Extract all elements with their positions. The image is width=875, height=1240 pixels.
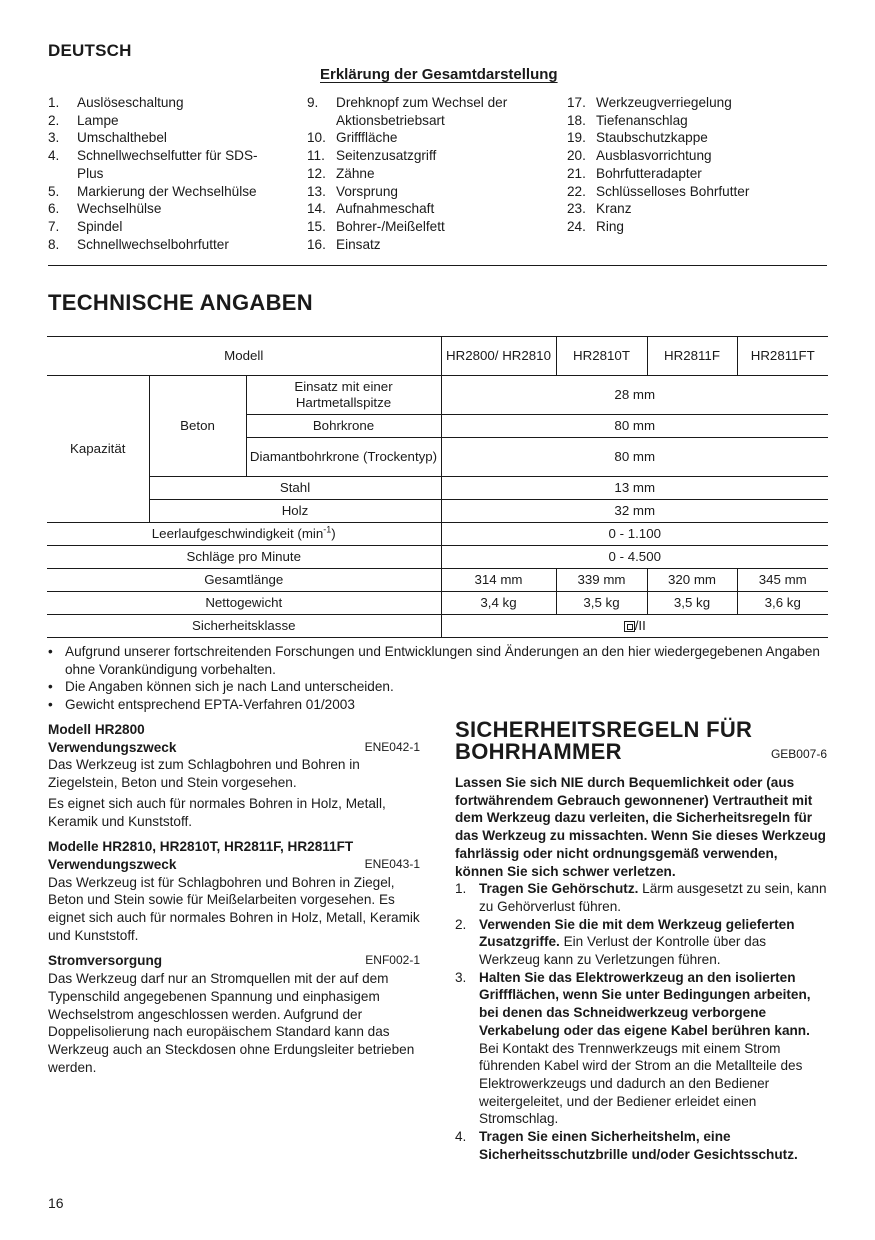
specs-title: TECHNISCHE ANGABEN (48, 290, 313, 315)
table-row (47, 546, 828, 569)
page-number: 16 (48, 1195, 64, 1211)
safety-title-line1: SICHERHEITSREGELN FÜR (455, 717, 753, 742)
table-row (47, 376, 828, 415)
legend-divider (48, 265, 827, 266)
spec-table (47, 336, 828, 638)
safety-rule: 2. Verwenden Sie die mit dem Werkzeug gelieferten Zusatzgriffe. Ein Verlust der Kontrolle über das Werkzeug kann zu Verletzungen führen. (455, 916, 795, 968)
safety-title-line2: BOHRHAMMER (455, 739, 622, 764)
steel-value: 13 mm (441, 477, 828, 500)
legend-title: Erklärung der Gesamtdarstellung (320, 66, 558, 83)
intended-use-text: Es eignet sich auch für normales Bohren in Holz, Metall, Keramik und Kunststoff. (48, 795, 386, 829)
intended-use-heading: Verwendungszweck ENE043-1 (48, 856, 420, 872)
legend-item: 21. Bohrfutteradapter (567, 165, 702, 181)
length-value: 314 mm (441, 569, 556, 592)
model-header: Modell (47, 337, 441, 376)
safety-class-label: Sicherheitsklasse (47, 615, 441, 638)
legend-item: 12. Zähne (307, 165, 375, 181)
safety-title-row (455, 741, 827, 763)
safety-intro: Lassen Sie sich NIE durch Bequemlichkeit oder (aus fortwährendem Gebrauch gewonnener) Vertrautheit mit dem Werkzeug dazu verleiten, die Sicherheitsregeln für das Werkzeug zu missachten. Wenn Sie dieses Werkzeug fahrlässig oder nicht ordnungsgemäß verwenden, können Sie sich schwer verletzen. (455, 775, 826, 879)
legend-column-3 (567, 94, 817, 236)
intended-use-text: Das Werkzeug ist zum Schlagbohren und Bohren in Ziegelstein, Beton und Stein vorgesehen. (48, 757, 360, 791)
legend-item: 5. Markierung der Wechselhülse (48, 183, 257, 199)
weight-value: 3,4 kg (441, 592, 556, 615)
weight-label: Nettogewicht (47, 592, 441, 615)
diamond-value: 80 mm (441, 438, 828, 477)
legend-item: 2. Lampe (48, 112, 119, 128)
legend-item: 6. Wechselhülse (48, 201, 162, 217)
language-heading: DEUTSCH (48, 41, 132, 60)
legend-item: 10. Grifffläche (307, 130, 398, 146)
legend-item: 24. Ring (567, 218, 624, 234)
legend-item: 11. Seitenzusatzgriff (307, 148, 437, 164)
legend-item: 9. Drehknopf zum Wechsel der Aktionsbetriebsart (307, 95, 508, 128)
table-row (47, 569, 828, 592)
safety-class-value: /II (441, 615, 828, 638)
legend-item: 8. Schnellwechselbohrfutter (48, 236, 229, 252)
double-insulation-icon (624, 621, 635, 632)
legend-item: 4. Schnellwechselfutter für SDS-Plus (48, 148, 258, 181)
model-hr2800-heading: Modell HR2800 (48, 722, 145, 737)
spec-notes (48, 643, 828, 714)
diamond-label: Diamantbohrkrone (Trockentyp) (246, 438, 441, 477)
table-row (47, 337, 828, 376)
table-row (47, 523, 828, 546)
wood-value: 32 mm (441, 500, 828, 523)
table-row (47, 592, 828, 615)
legend-item: 17. Werkzeugverriegelung (567, 95, 732, 110)
speed-label: Leerlaufgeschwindigkeit $(\min^{-1})$ (47, 523, 441, 546)
blows-value: 0 - 4.500 (441, 546, 828, 569)
legend-item: 15. Bohrer-/Meißelfett (307, 218, 445, 234)
legend-column-1 (48, 94, 283, 253)
legend-item: 23. Kranz (567, 201, 632, 217)
models-heading: Modelle HR2810, HR2810T, HR2811F, HR2811FT (48, 839, 354, 855)
steel-label: Stahl (149, 477, 441, 500)
safety-rule: 3. Halten Sie das Elektrowerkzeug an den isolierten Griffflächen, wenn Sie unter Bedingungen arbeiten, bei denen das Schneidwerkzeug verborgene Verkabelung oder das eigene Kabel berühren kann. Bei Kontakt des Trennwerkzeugs mit einem Strom führenden Kabel wird der Strom an die Metallteile des Elektrowerkzeugs und dadurch an den Bediener weitergeleitet, und der Bediener erleidet einen Stromschlag. (455, 969, 811, 1127)
length-value: 339 mm (556, 569, 647, 592)
legend-item: 19. Staubschutzkappe (567, 130, 708, 146)
legend-item: 18. Tiefenanschlag (567, 112, 688, 128)
legend-item: 16. Einsatz (307, 236, 381, 252)
table-row (47, 477, 828, 500)
core-bit-label: Bohrkrone (246, 415, 441, 438)
beton-label: Beton (149, 376, 246, 477)
legend-item: 22. Schlüsselloses Bohrfutter (567, 183, 750, 199)
capacity-label: Kapazität (47, 376, 149, 523)
power-supply-heading: Stromversorgung ENF002-1 (48, 953, 420, 969)
speed-value: 0 - 1.100 (441, 523, 828, 546)
safety-rule: 4. Tragen Sie einen Sicherheitshelm, eine Sicherheitsschutzbrille und/oder Gesichtsschutz. (455, 1129, 798, 1162)
safety-code: GEB007-6 (770, 747, 827, 761)
power-supply-text: Das Werkzeug darf nur an Stromquellen mit der auf dem Typenschild angegebenen Spannung und einphasigem Wechselstrom angeschlossen werden. Aufgrund der Doppelisolierung nach europäischem Standard kann das Werkzeug auch an Steckdosen ohne Erdungsleiter betrieben werden. (48, 971, 415, 1075)
legend-item: 7. Spindel (48, 218, 123, 234)
weight-value: 3,6 kg (737, 592, 828, 615)
note-item: • Die Angaben können sich je nach Land unterscheiden. (48, 679, 394, 695)
intended-use-heading: Verwendungszweck ENE042-1 (48, 739, 420, 755)
legend-item: 20. Ausblasvorrichtung (567, 148, 712, 164)
intended-use-text: Das Werkzeug ist für Schlagbohren und Bohren in Ziegel, Beton und Stein sowie für Meißelarbeiten vorgesehen. Es eignet sich auch für normales Bohren in Holz, Metall, Keramik und Kunststoff. (48, 874, 420, 943)
safety-rules-column (455, 719, 827, 1163)
legend-item: 3. Umschalthebel (48, 130, 167, 146)
table-row (47, 615, 828, 638)
note-item: • Aufgrund unserer fortschreitenden Forschungen und Entwicklungen sind Änderungen an den hier wiedergegebenen Angaben ohne Vorankündigung vorbehalten. (48, 644, 820, 677)
legend-item: 13. Vorsprung (307, 183, 398, 199)
blows-label: Schläge pro Minute (47, 546, 441, 569)
length-value: 345 mm (737, 569, 828, 592)
wood-label: Holz (149, 500, 441, 523)
length-label: Gesamtlänge (47, 569, 441, 592)
legend-item: 1. Auslöseschaltung (48, 95, 184, 110)
carbide-label: Einsatz mit einer Hartmetallspitze (246, 376, 441, 415)
model-hr2800: HR2800/ HR2810 (441, 337, 556, 376)
length-value: 320 mm (647, 569, 737, 592)
carbide-value: 28 mm (441, 376, 828, 415)
model-hr2811ft: HR2811FT (737, 337, 828, 376)
safety-rule: 1. Tragen Sie Gehörschutz. Lärm ausgesetzt zu sein, kann zu Gehörverlust führen. (455, 881, 827, 914)
note-item: • Gewicht entsprechend EPTA-Verfahren 01/2003 (48, 697, 355, 713)
legend-column-2 (307, 94, 542, 253)
legend-item: 14. Aufnahmeschaft (307, 201, 435, 217)
table-row (47, 500, 828, 523)
core-bit-value: 80 mm (441, 415, 828, 438)
weight-value: 3,5 kg (647, 592, 737, 615)
model-hr2811f: HR2811F (647, 337, 737, 376)
intended-use-column (48, 721, 420, 1076)
model-hr2810t: HR2810T (556, 337, 647, 376)
weight-value: 3,5 kg (556, 592, 647, 615)
